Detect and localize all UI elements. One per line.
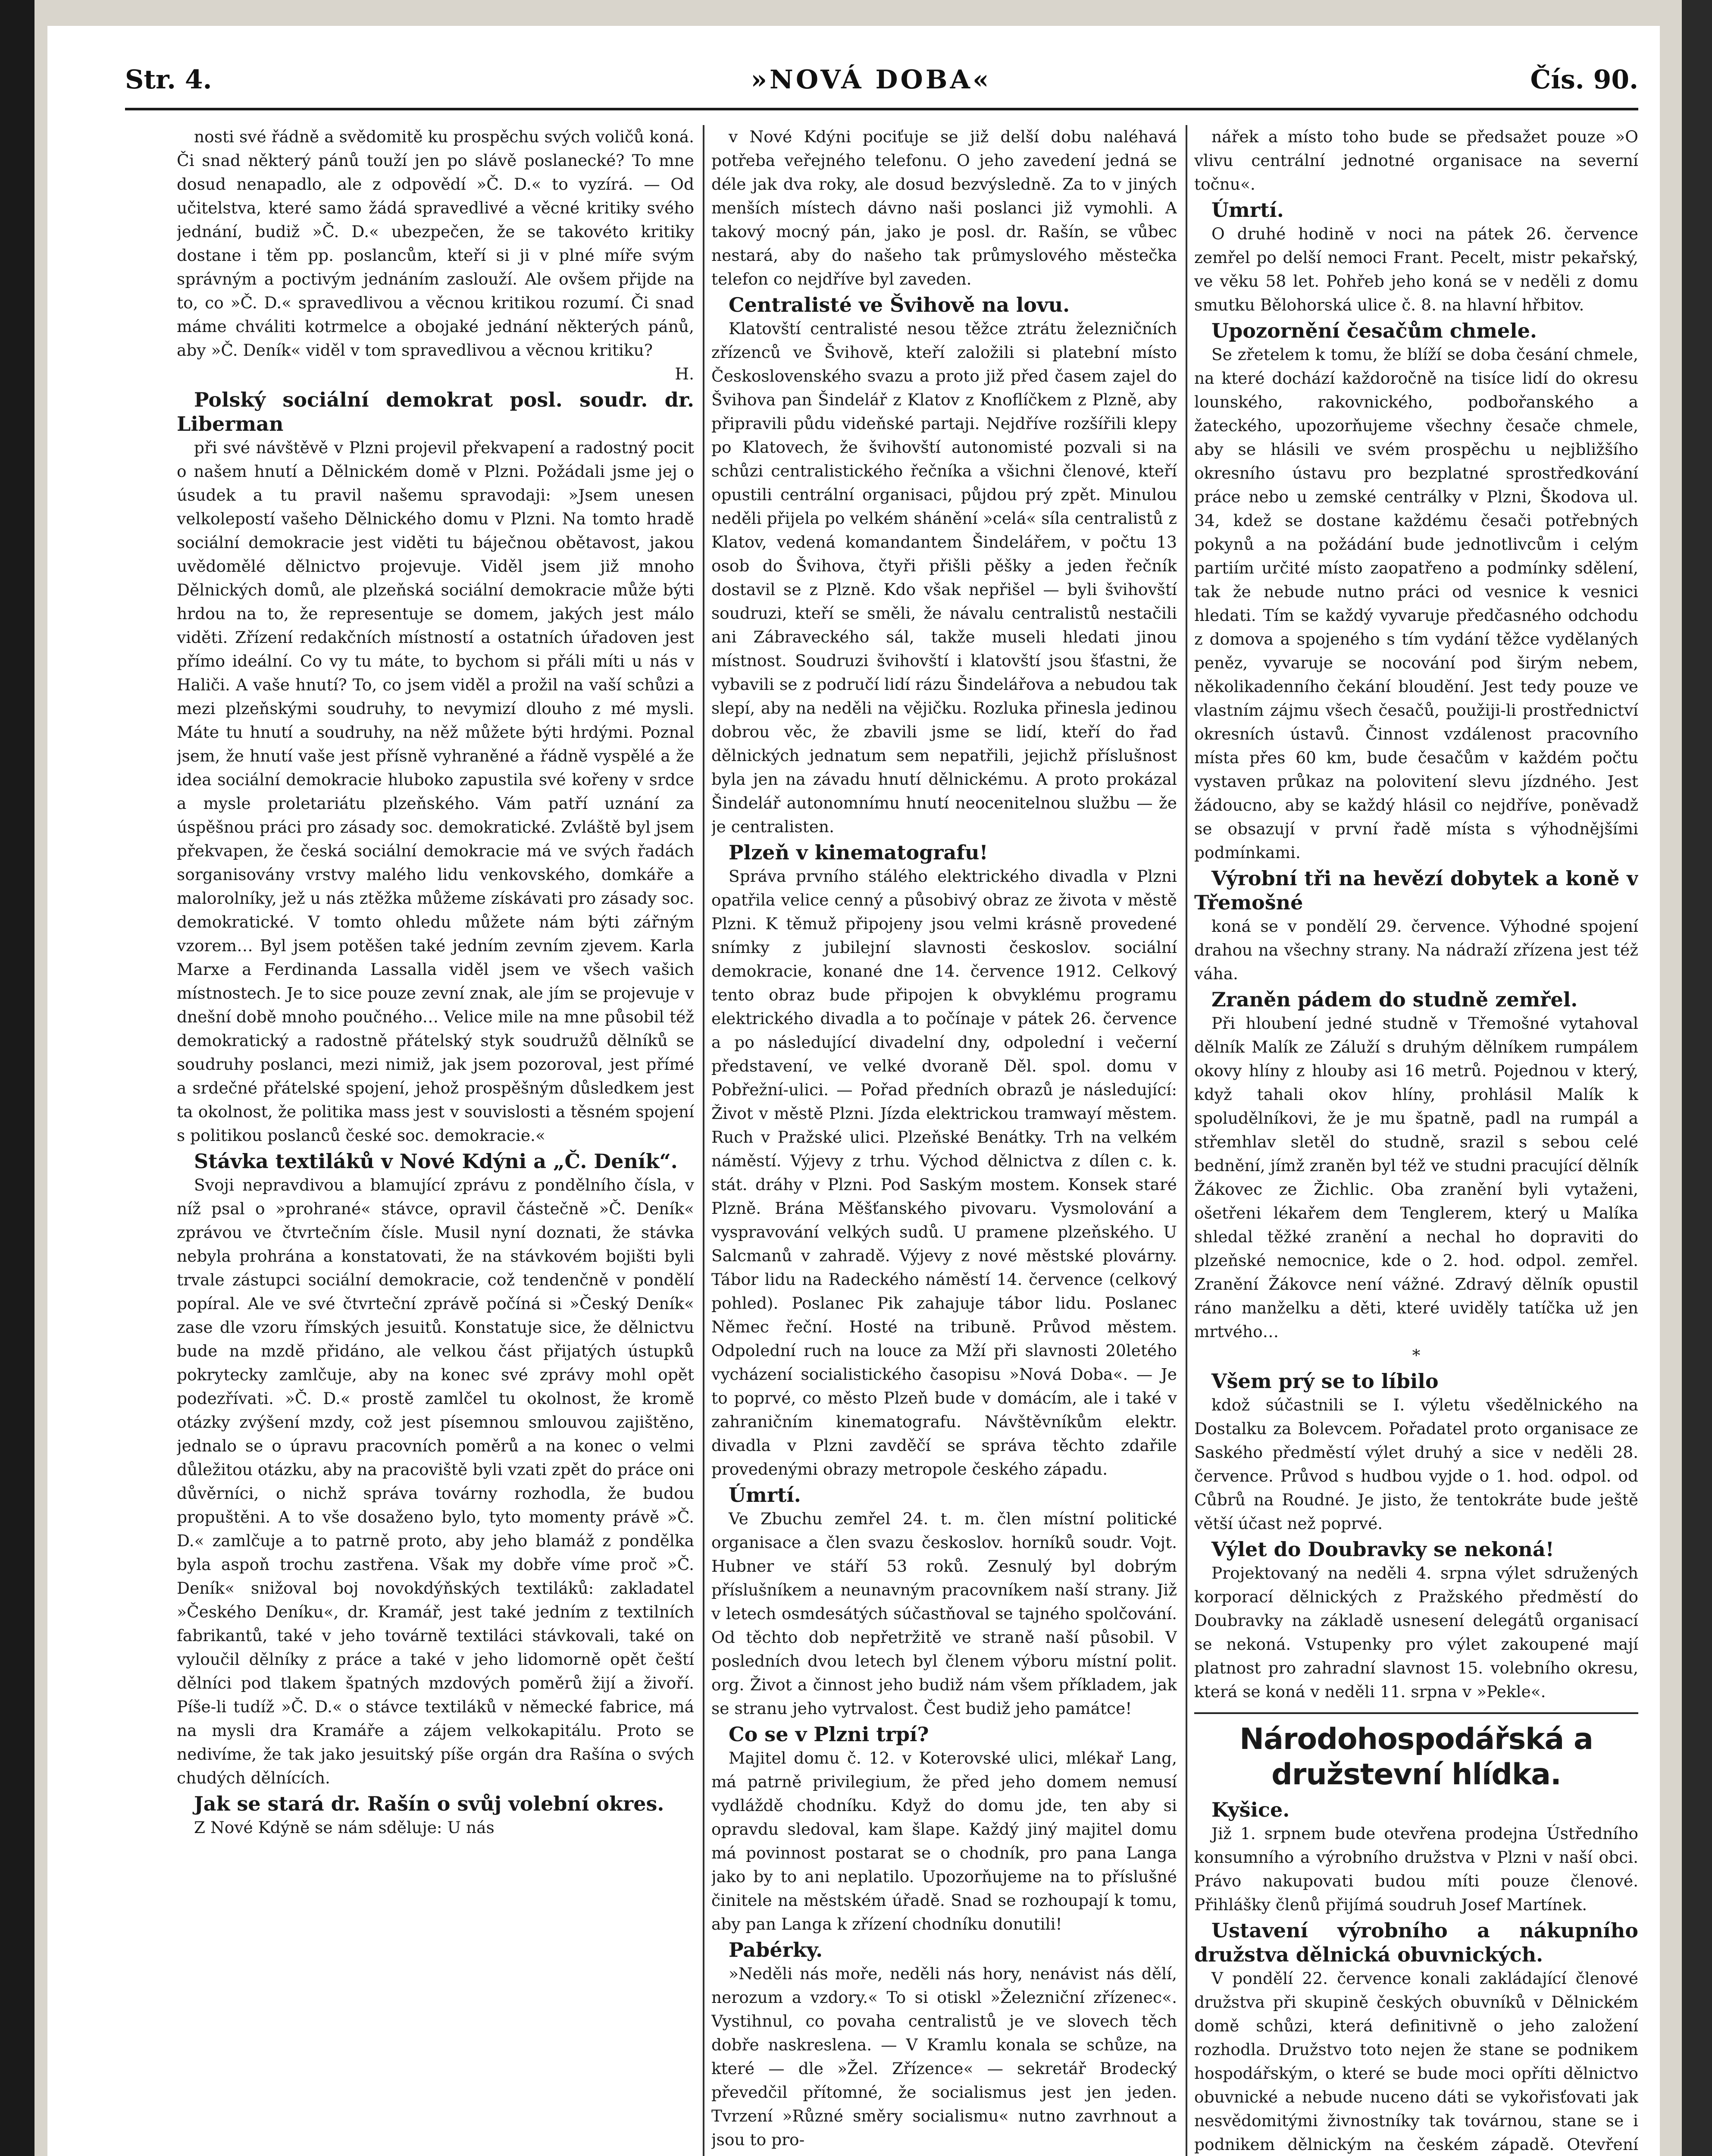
newspaper-page xyxy=(47,26,1660,2156)
article-text: V pondělí 22. července konali zakládající členové družstva při skupině českých obuvníků v Dělnickém domě schůzi, která definitivně o jeho založení rozhodla. Družstvo toto nejen že stane se podnikem hospodářským, o které se bude moci opříti dělnictvo obuvnické a nebude nuceno dáti se vykořisťovati jak nesvědomitými živnostníky tak továrnou, stane se i podnikem dělnickým na českém západě. Otevření xyxy=(1194,1969,1638,2154)
article-text: Správa prvního stálého elektrického divadla v Plzni opatřila velice cenný a působivý obraz ze života v městě Plzni. K těmuž připojeny jsou velmi krásně provedené snímky z jubilejní slavnosti českoslov. sociální demokracie, konané dne 14. července 1912. Celkový tento obraz bude připojen k obvyklému programu elektrického divadla a to počínaje v pátek 26. července a po následující divadelní dny, odpolední i večerní představení, ve velké dvoraně Děl. spol. domu v Pobřežní-ulici. — Pořad předních obrazů je následující: Život v městě Plzni. Jízda elektrickou tramwayí městem. Ruch v Pražské ulici. Plzeňské Benátky. Trh na velkém náměstí. Výjevy z trhu. Východ dělnictva z dílen c. k. stát. dráhy v Plzni. Pod Saským mostem. Konsek staré Plzně. Brána Měšťanského pivovaru. Vysmolování a vyspravování velkých sudů. U pramene plzeňského. U Salcmanů v zahradě. Výjevy z nové městské plovárny. Tábor lidu na Radeckého náměstí 14. července (celkový pohled). Poslanec Pik zahajuje tábor lidu. Poslanec Němec řeční. Hosté na tribuně. Průvod městem. Odpolední ruch na louce za Mží při slavnosti 20letého vycházení socialistického časopisu »Nová Doba«. — Je to poprvé, co město Plzeň bude v domácím, ale i také v zahraničním kinematografu. Návštěvníkům elektr. divadla v Plzni zavděčí se správa těchto zdařile provedenými obrazy metropole českého západu. xyxy=(711,867,1177,1479)
article-text: Z Nové Kdýně se nám sděluje: U nás xyxy=(194,1818,495,1837)
article-text: Majitel domu č. 12. v Koterovské ulici, mlékař Lang, má patrně privilegium, že před jeho domem nemusí vydláždě chodníku. Když do domu jde, ten aby si opravdu sledoval, kam šlape. Každý jiný majitel domu má povinnost postarat se o chodník, pro pana Langa jako by to ani neplatilo. Upozorňujeme na to příslušné činitele na městském úřadě. Snad se rozhoupají k tomu, aby pan Langa k zřízení chodníku donutili! xyxy=(711,1749,1177,1934)
column-divider xyxy=(703,125,704,2156)
article-headline: Kyšice. xyxy=(1211,1798,1290,1821)
article-headline: Upozornění česačům chmele. xyxy=(1211,319,1537,342)
section-heading: Národohospodářská a družstevní hlídka. xyxy=(1239,1722,1593,1792)
column-1 xyxy=(177,125,694,2156)
right-scan-edge xyxy=(1682,0,1712,2156)
header-rule xyxy=(125,108,1638,110)
article-headline: Úmrtí. xyxy=(1211,198,1284,222)
article-text: v Nové Kdýni pociťuje se již delší dobu naléhavá potřeba veřejného telefonu. O jeho zavedení jedná se déle jak dva roky, ale dosud bezvýsledně. Za to v jiných menších místech dávno naši poslanci již vymohli. A takový mocný pán, jako je posl. dr. Rašín, se vůbec nestará, aby do našeho tak průmyslového městečka telefon co nejdříve byl zaveden. xyxy=(711,127,1177,288)
article-signature: H. xyxy=(675,364,694,383)
article-headline: Pabérky. xyxy=(729,1938,823,1962)
article-headline: Jak se stará dr. Rašín o svůj volební okres. xyxy=(194,1792,664,1815)
article-text: nářek a místo toho bude se předsažet pouze »O vlivu centrální jednotné organisace na severní točnu«. xyxy=(1194,127,1638,194)
article-text: Se zřetelem k tomu, že blíží se doba česání chmele, na které dochází každoročně na tisíce lidí do okresu lounského, rakovnického, podbořanského a žateckého, upozorňujeme všechny česače chmele, aby se hlásili ve svém prospěchu u nejbližšího okresního ústavu pro bezplatné sprostředkování práce nebo u zemské centrálky v Plzni, Škodova ul. 34, kdež se dostane každému česači potřebných pokynů a na požádání bude jednotlivcům i celým partiím určité místo zaopatřeno a podmínky sdělení, tak že nebude nutno práci od vesnice k vesnici hledati. Tím se každý vyvaruje předčasného odchodu z domova a spojeného s tím vydání těžce vydělaných peněz, vyvaruje se nocování pod širým nebem, několikadenního čekání bloudění. Jest tedy pouze ve vlastním zájmu všech česačů, použiji-li prostřednictví okresních ústavů. Činnost vzdálenost pracovního místa přes 60 km, bude česačům v každém počtu vystaven průkaz na polovitení slevu jízdného. Jest žádoucno, aby se každý hlásil co nejdříve, poněvadž se obsazují v první řadě místa s výhodnějšími podmínkami. xyxy=(1194,345,1638,862)
newspaper-title: »NOVÁ DOBA« xyxy=(751,65,992,95)
article-headline: Centralisté ve Švihově na lovu. xyxy=(729,293,1070,317)
page-number: Str. 4. xyxy=(125,65,212,95)
article-text: Svoji nepravdivou a blamující zprávu z pondělního čísla, v níž psal o »prohrané« stávce, opravil částečně »Č. Deník« zprávou ve čtvrtečním čísle. Musil nyní doznati, že stávka nebyla prohrána a konstatovati, že na stávkovém bojišti byli trvale zástupci sociální demokracie, což tendenčně v pondělí popíral. Ale ve své čtvrteční zprávě počíná si »Český Deník« zase dle vzoru římských jesuitů. Konstatuje sice, že dělnictvu bude na mzdě přidáno, ale velkou část přijatých ústupků pokrytecky zamlčuje, aby na konec své zprávy mohl opět podezřívati. »Č. D.« prostě zamlčel tu okolnost, že kromě otázky zvýšení mzdy, což jest písemnou smlouvou zajištěno, jednalo se o úpravu pracovních poměrů a na konec o velmi důležitou otázku, aby na pracoviště byli vzati zpět do práce oni důvěrníci, o nichž správa továrny rozhodla, že budou propuštěni. A to vše dosaženo bylo, tyto momenty právě »Č. D.« zamlčuje a to patrně proto, aby jeho blamáž z pondělka byla aspoň trochu zastřena. Však my dobře víme proč »Č. Deník« snižoval boj novokdýňských textiláků: zakladatel »Českého Deníku«, dr. Kramář, jest také jedním z textilních fabrikantů, také v jeho továrně textiláci stávkovali, také on vyloučil dělníky z práce a také v jeho lidomorně opět čeští dělníci pod tlakem špatných mzdových poměrů žijí a živoří. Píše-li tudíž »Č. D.« o stávce textiláků v německé fabrice, má na mysli dra Kramáře a zájem velkokapitálu. Proto se nedivíme, že tak jako jesuitský píše orgán dra Rašína o svých chudých dělnících. xyxy=(177,1175,694,1787)
page-header xyxy=(125,56,1638,103)
article-headline: Zraněn pádem do studně zemřel. xyxy=(1211,988,1578,1011)
article-headline: Co se v Plzni trpí? xyxy=(729,1723,929,1746)
article-text: Klatovští centralisté nesou těžce ztrátu železničních zřízenců ve Švihově, kteří založili si platební místo Československého svazu a proto již před časem zajel do Švihova pan Šindelář z Klatov z Knoflíčkem z Plzně, aby připravili půdu videňské partaji. Nejdříve rozšířili klepy po Klatovech, že švihovští autonomisté pozvali si na schůzi centralistického řečníka a všichni členové, kteří opustili centrální organisaci, půjdou prý zpět. Minulou neděli přijela po velkém shánění »celá« síla centralistů z Klatov, vedená komandantem Šindelářem, v počtu 13 osob do Švihova, čtyři přišli pěšky a jeden řečník dostavil se z Plzně. Kdo však nepřišel — byli švihovští soudruzi, kteří se směli, že návalu centralistů nestačili ani Zábraveckého sál, takže museli hledati jinou místnost. Soudruzi švihovští i klatovští jsou šťastni, že vybavili se z područí lidí rázu Šindelářova a nebudou tak slepí, aby na neděli na vějičku. Rozluka přinesla jedinou dobrou věc, že zbavili jsme se lidí, kteří do řad dělnických jednatum sem nepatřili, jejichž příslušnost byla jen na závadu hnutí dělnickému. A proto prokázal Šindelář autonomnímu hnutí neocenitelnou službu — že je centralisten. xyxy=(711,319,1177,836)
article-text: koná se v pondělí 29. července. Výhodné spojení drahou na všechny strany. Na nádraží zřízena jest též váha. xyxy=(1194,917,1638,983)
article-headline: Ustavení výrobního a nákupního družstva dělnická obuvnických. xyxy=(1194,1919,1638,1966)
article-text: Projektovaný na neděli 4. srpna výlet sdružených korporací dělnických z Pražského předměstí do Doubravky na základě usnesení delegátů organisací se nekoná. Vstupenky pro výlet zakoupené mají platnost pro zahradní slavnost 15. volebního okresu, která se koná v neděli 11. srpna v »Pekle«. xyxy=(1194,1564,1638,1701)
section-rule xyxy=(1194,1712,1638,1714)
article-headline: Všem prý se to líbilo xyxy=(1211,1369,1439,1393)
article-text: nosti své řádně a svědomitě ku prospěchu svých voličů koná. Či snad některý pánů touží jen po slávě poslanecké? To mne dosud nenapadlo, ale z odpovědí »Č. D.« to vyzírá. — Od učitelstva, které samo žádá spravedlivé a věcné kritiky svého jednání, budiž »Č. D.« ubezpečen, že se takovéto kritiky dostane i těm pp. poslancům, kteří si ji v plné míře svým správným a poctivým jednáním zaslouží. Ale ovšem přijde na to, co »Č. D.« spravedlivou a věcnou kritikou rozumí. Či snad máme chváliti kotrmelce a obojaké jednání některých pánů, aby »Č. Deník« viděl v tom spravedlivou a věcnou kritiku? xyxy=(177,127,694,360)
column-3 xyxy=(1194,125,1638,2156)
column-divider xyxy=(1186,125,1187,2156)
article-headline: Úmrtí. xyxy=(729,1483,801,1507)
article-text: O druhé hodině v noci na pátek 26. července zemřel po delší nemoci Frant. Pecelt, mistr pekařský, ve věku 58 let. Pohřeb jeho koná se v neděli z domu smutku Bělohorská ulice č. 8. na hlavní hřbitov. xyxy=(1194,224,1638,314)
article-headline: Výrobní tři na hevězí dobytek a koně v Třemošné xyxy=(1194,867,1638,914)
article-text: Ve Zbuchu zemřel 24. t. m. člen místní politické organisace a člen svazu českoslov. horníků soudr. Vojt. Hubner ve stáří 53 roků. Zesnulý byl dobrým příslušníkem a neunavným pracovníkem naší strany. Již v letech osmdesátých súčastňoval se tajného spolčování. Od těchto dob nepřetržitě ve straně naší působil. V posledních dvou letech byl členem výboru místní polit. org. Život a činnost jeho budiž nám všem příkladem, jak se stranu jeho vytrvalost. Čest budiž jeho památce! xyxy=(711,1509,1177,1718)
issue-number: Čís. 90. xyxy=(1530,65,1638,95)
column-2 xyxy=(711,125,1177,2156)
article-headline: Plzeň v kinematografu! xyxy=(729,841,988,864)
left-scan-edge xyxy=(0,0,34,2156)
section-star: * xyxy=(1412,1346,1421,1365)
article-headline: Výlet do Doubravky se nekoná! xyxy=(1211,1538,1554,1561)
article-headline: Stávka textiláků v Nové Kdýni a „Č. Deník“. xyxy=(194,1150,678,1173)
article-text: Při hloubení jedné studně v Třemošné vytahoval dělník Malík ze Záluží s druhým dělníkem rumpálem okovy hlíny z hlouby asi 16 metrů. Pojednou v který, když tahali okov hlíny, prohlásil Malík k spoludělníkovi, že je mu špatně, padl na rumpál a střemhlav sletěl do studně, srazil s sebou celé bednění, jímž zraněn byl též ve studni pracující dělník Žákovec ze Žichlic. Oba zranění byli vytaženi, ošetřeni lékařem dem Tenglerem, který u Malíka shledal těžké zranění a nechal ho dopraviti do plzeňské nemocnice, kde o 2. hod. odpol. zemřel. Zranění Žákovce není vážné. Zdravý dělník opustil ráno manželku a děti, které uviděly tatíčka už jen mrtvého… xyxy=(1194,1014,1638,1341)
article-text: kdož súčastnili se I. výletu všedělnického na Dostalku za Bolevcem. Pořadatel proto organisace ze Saského předměstí výlet druhý a sice v neděli 28. července. Průvod s hudbou vyjde o 1. hod. odpol. od Cůbrů na Roudné. Je jisto, že tentokráte bude ještě větší účast než poprvé. xyxy=(1194,1395,1638,1533)
article-text: při své návštěvě v Plzni projevil překvapení a radostný pocit o našem hnutí a Dělnickém domě v Plzni. Požádali jsme jej o úsudek a tu pravil našemu spravodaji: »Jsem unesen velkolepostí vašeho Dělnického domu v Plzni. Na tomto hradě sociální demokracie jest viděti tu báječnou obětavost, jakou uvědomělé dělnictvo projevuje. Viděl jsem již mnoho Dělnických domů, ale plzeňská sociální demokracie může býti hrdou na to, že representuje se domem, jakých jest málo viděti. Zřízení redakčních místností a ostatních úřadoven jest přímo ideální. Co vy tu máte, to bychom si přáli míti u nás v Haliči. A vaše hnutí? To, co jsem viděl a prožil na vaší schůzi a mezi plzeňskými soudruhy, to nevymizí dlouho z mé mysli. Máte tu hnutí a soudruhy, na něž můžete býti hrdými. Poznal jsem, že hnutí vaše jest přísně vyhraněné a řádně vyspělé a že idea sociální demokracie hluboko zapustila své kořeny v srdce a mysle proletariátu plzeňského. Vám patří uznání za úspěšnou práci pro zásady soc. demokratické. Zvláště byl jsem překvapen, že česká sociální demokracie má ve svých řadách sorganisovány vrstvy malého lidu venkovského, domkáře a malorolníky, jež u nás ztěžka můžeme získávati pro zásady soc. demokratické. V tomto ohledu můžete nám býti zářným vzorem… Byl jsem potěšen také jedním zevním zjevem. Karla Marxe a Ferdinanda Lassalla viděl jsem ve všech vašich místnostech. Je to sice pouze zevní znak, ale jím se projevuje v dnešní době mnoho poučného… Velice mile na mne působil též demokratický a radostně přátelský styk soudružů dělníků se soudruhy poslanci, mezi nimiž, jak jsem pozoroval, jest přímé a srdečné přátelské spojení, jehož prospěšným důsledkem jest ta okolnost, že politika mass jest v souvislosti a těsném spojení s politikou poslanců české soc. demokracie.« xyxy=(177,438,694,1145)
article-headline: Polský sociální demokrat posl. soudr. dr. Liberman xyxy=(177,388,694,436)
article-text: Již 1. srpnem bude otevřena prodejna Ústředního konsumního a výrobního družstva v Plzni v naší obci. Právo nakupovati budou míti pouze členové. Přihlášky členů přijímá soudruh Josef Martínek. xyxy=(1194,1824,1638,1914)
article-text: »Neděli nás moře, neděli nás hory, nenávist nás dělí, nerozum a vzdory.« To si otiskl »Železniční zřízenec«. Vystihnul, co povaha centralistů je ve slovech těch dobře naskreslena. — V Kramlu konala se schůze, na které — dle »Žel. Zřízence« — sekretář Brodecký převedčil přítomné, že socialismus jest jen jeden. Tvrzení »Různé směry socialismu« nutno zavrhnout a jsou to pro- xyxy=(711,1964,1177,2149)
